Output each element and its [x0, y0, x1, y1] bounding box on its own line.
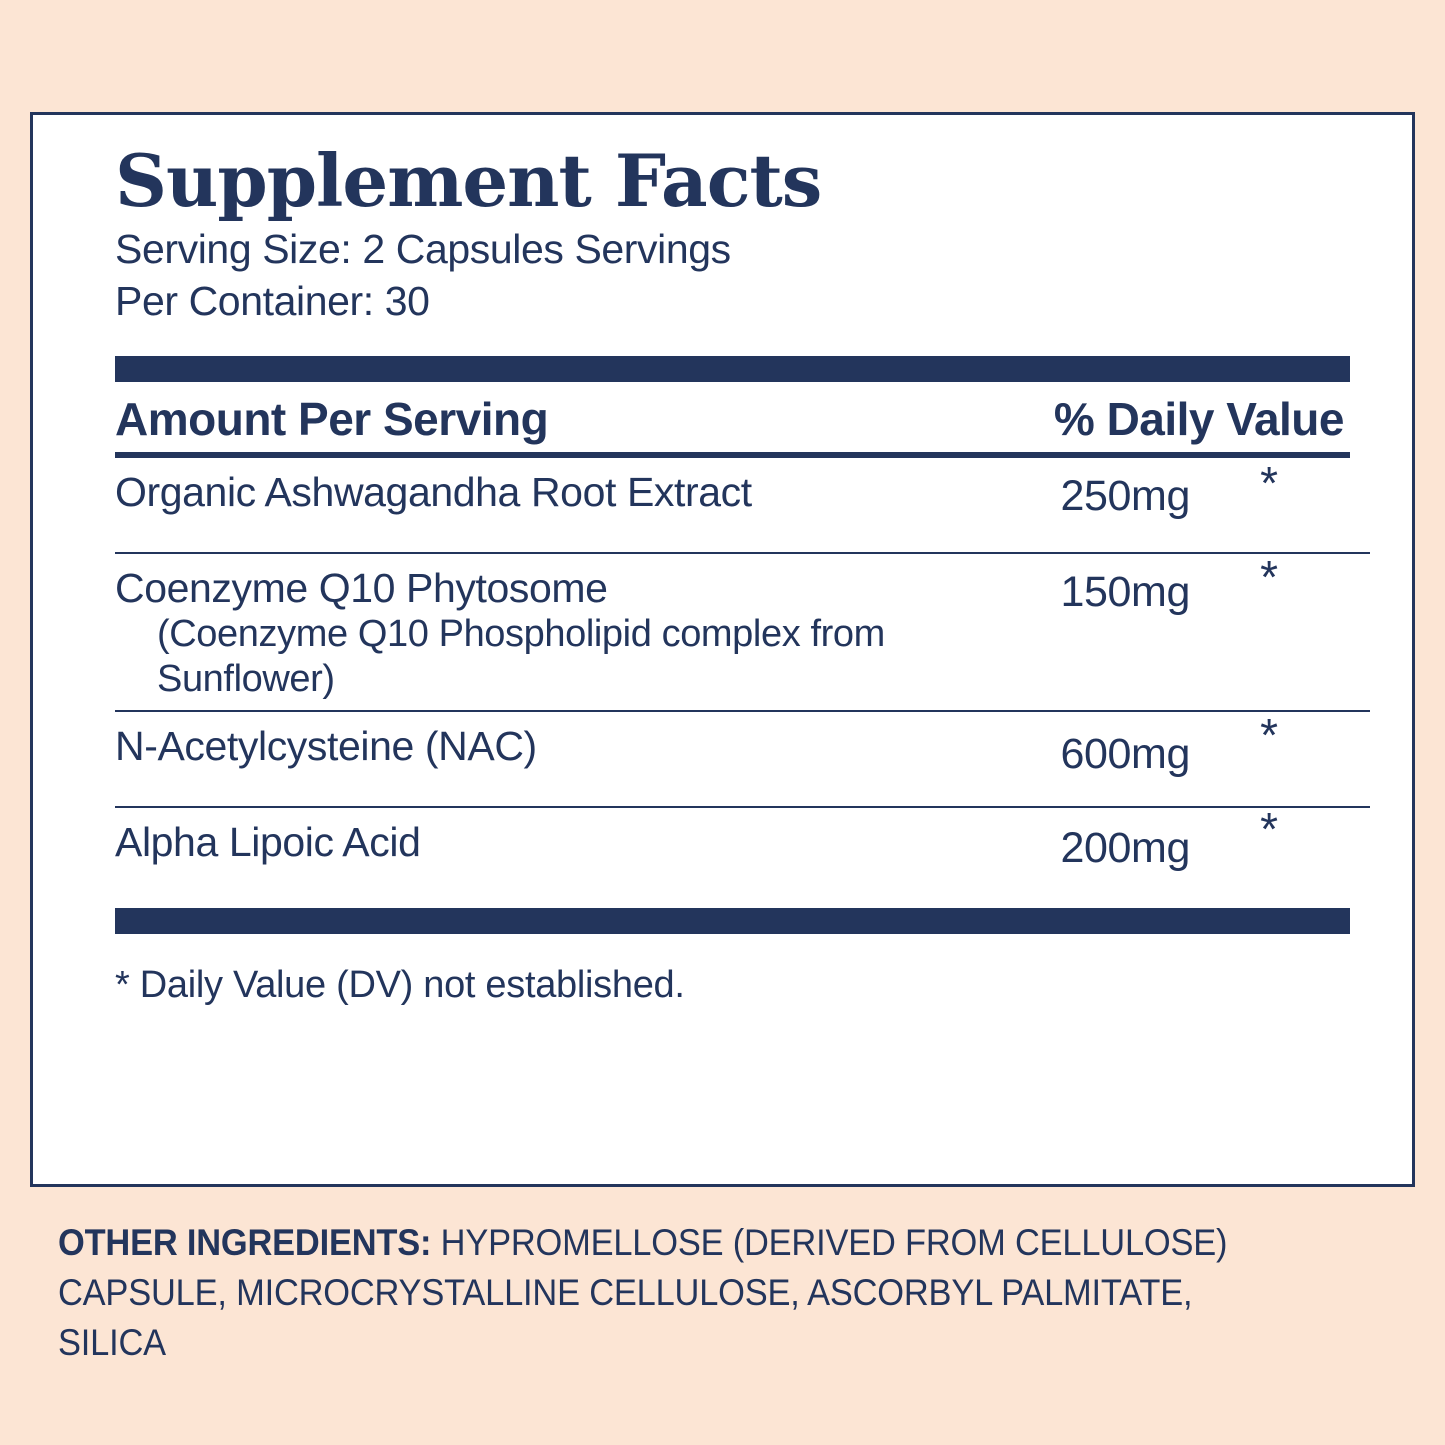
serving-size-text: Serving Size: 2 Capsules Servings: [115, 226, 731, 272]
ingredient-name: Organic Ashwagandha Root Extract: [115, 468, 752, 515]
ingredient-amount: 250mg: [1060, 471, 1190, 520]
ingredient-name: N-Acetylcysteine (NAC): [115, 722, 537, 769]
ingredient-amount: 200mg: [1060, 823, 1190, 872]
table-row: [115, 708, 1370, 808]
servings-per-container-text: Per Container: 30: [115, 278, 430, 325]
ingredient-amount: 600mg: [1060, 729, 1190, 778]
page-title: Supplement Facts: [115, 138, 822, 223]
table-row: [115, 802, 1370, 904]
daily-value-marker: *: [1260, 802, 1278, 855]
divider-bar-bottom: [115, 908, 1350, 934]
column-header-amount: Amount Per Serving: [115, 392, 549, 445]
table-row: [115, 458, 1370, 554]
supplement-facts-panel: [30, 112, 1415, 1187]
table-header-row: [115, 382, 1350, 458]
ingredient-name: Coenzyme Q10 Phytosome: [115, 564, 608, 611]
ingredient-name: Alpha Lipoic Acid: [115, 818, 421, 865]
divider-bar-top: [115, 356, 1350, 382]
column-header-daily-value: % Daily Value: [1053, 392, 1344, 445]
other-ingredients-label: OTHER INGREDIENTS:: [58, 1222, 432, 1263]
daily-value-footnote: * Daily Value (DV) not established.: [115, 963, 685, 1006]
panel-inner: [115, 133, 1364, 1007]
daily-value-marker: *: [1260, 708, 1278, 761]
other-ingredients-text: HYPROMELLOSE (DERIVED FROM CELLULOSE) CAPSULE, MICROCRYSTALLINE CELLULOSE, ASCORBYL PALMITATE, SILICA: [58, 1222, 1228, 1363]
other-ingredients: [58, 1218, 1295, 1368]
daily-value-marker: *: [1260, 550, 1278, 603]
ingredient-subtext: (Coenzyme Q10 Phospholipid complex from Sunflower): [157, 613, 885, 701]
ingredient-amount: 150mg: [1060, 567, 1190, 616]
daily-value-marker: *: [1260, 456, 1278, 509]
table-row: [115, 550, 1370, 712]
ingredient-table: [115, 458, 1370, 904]
